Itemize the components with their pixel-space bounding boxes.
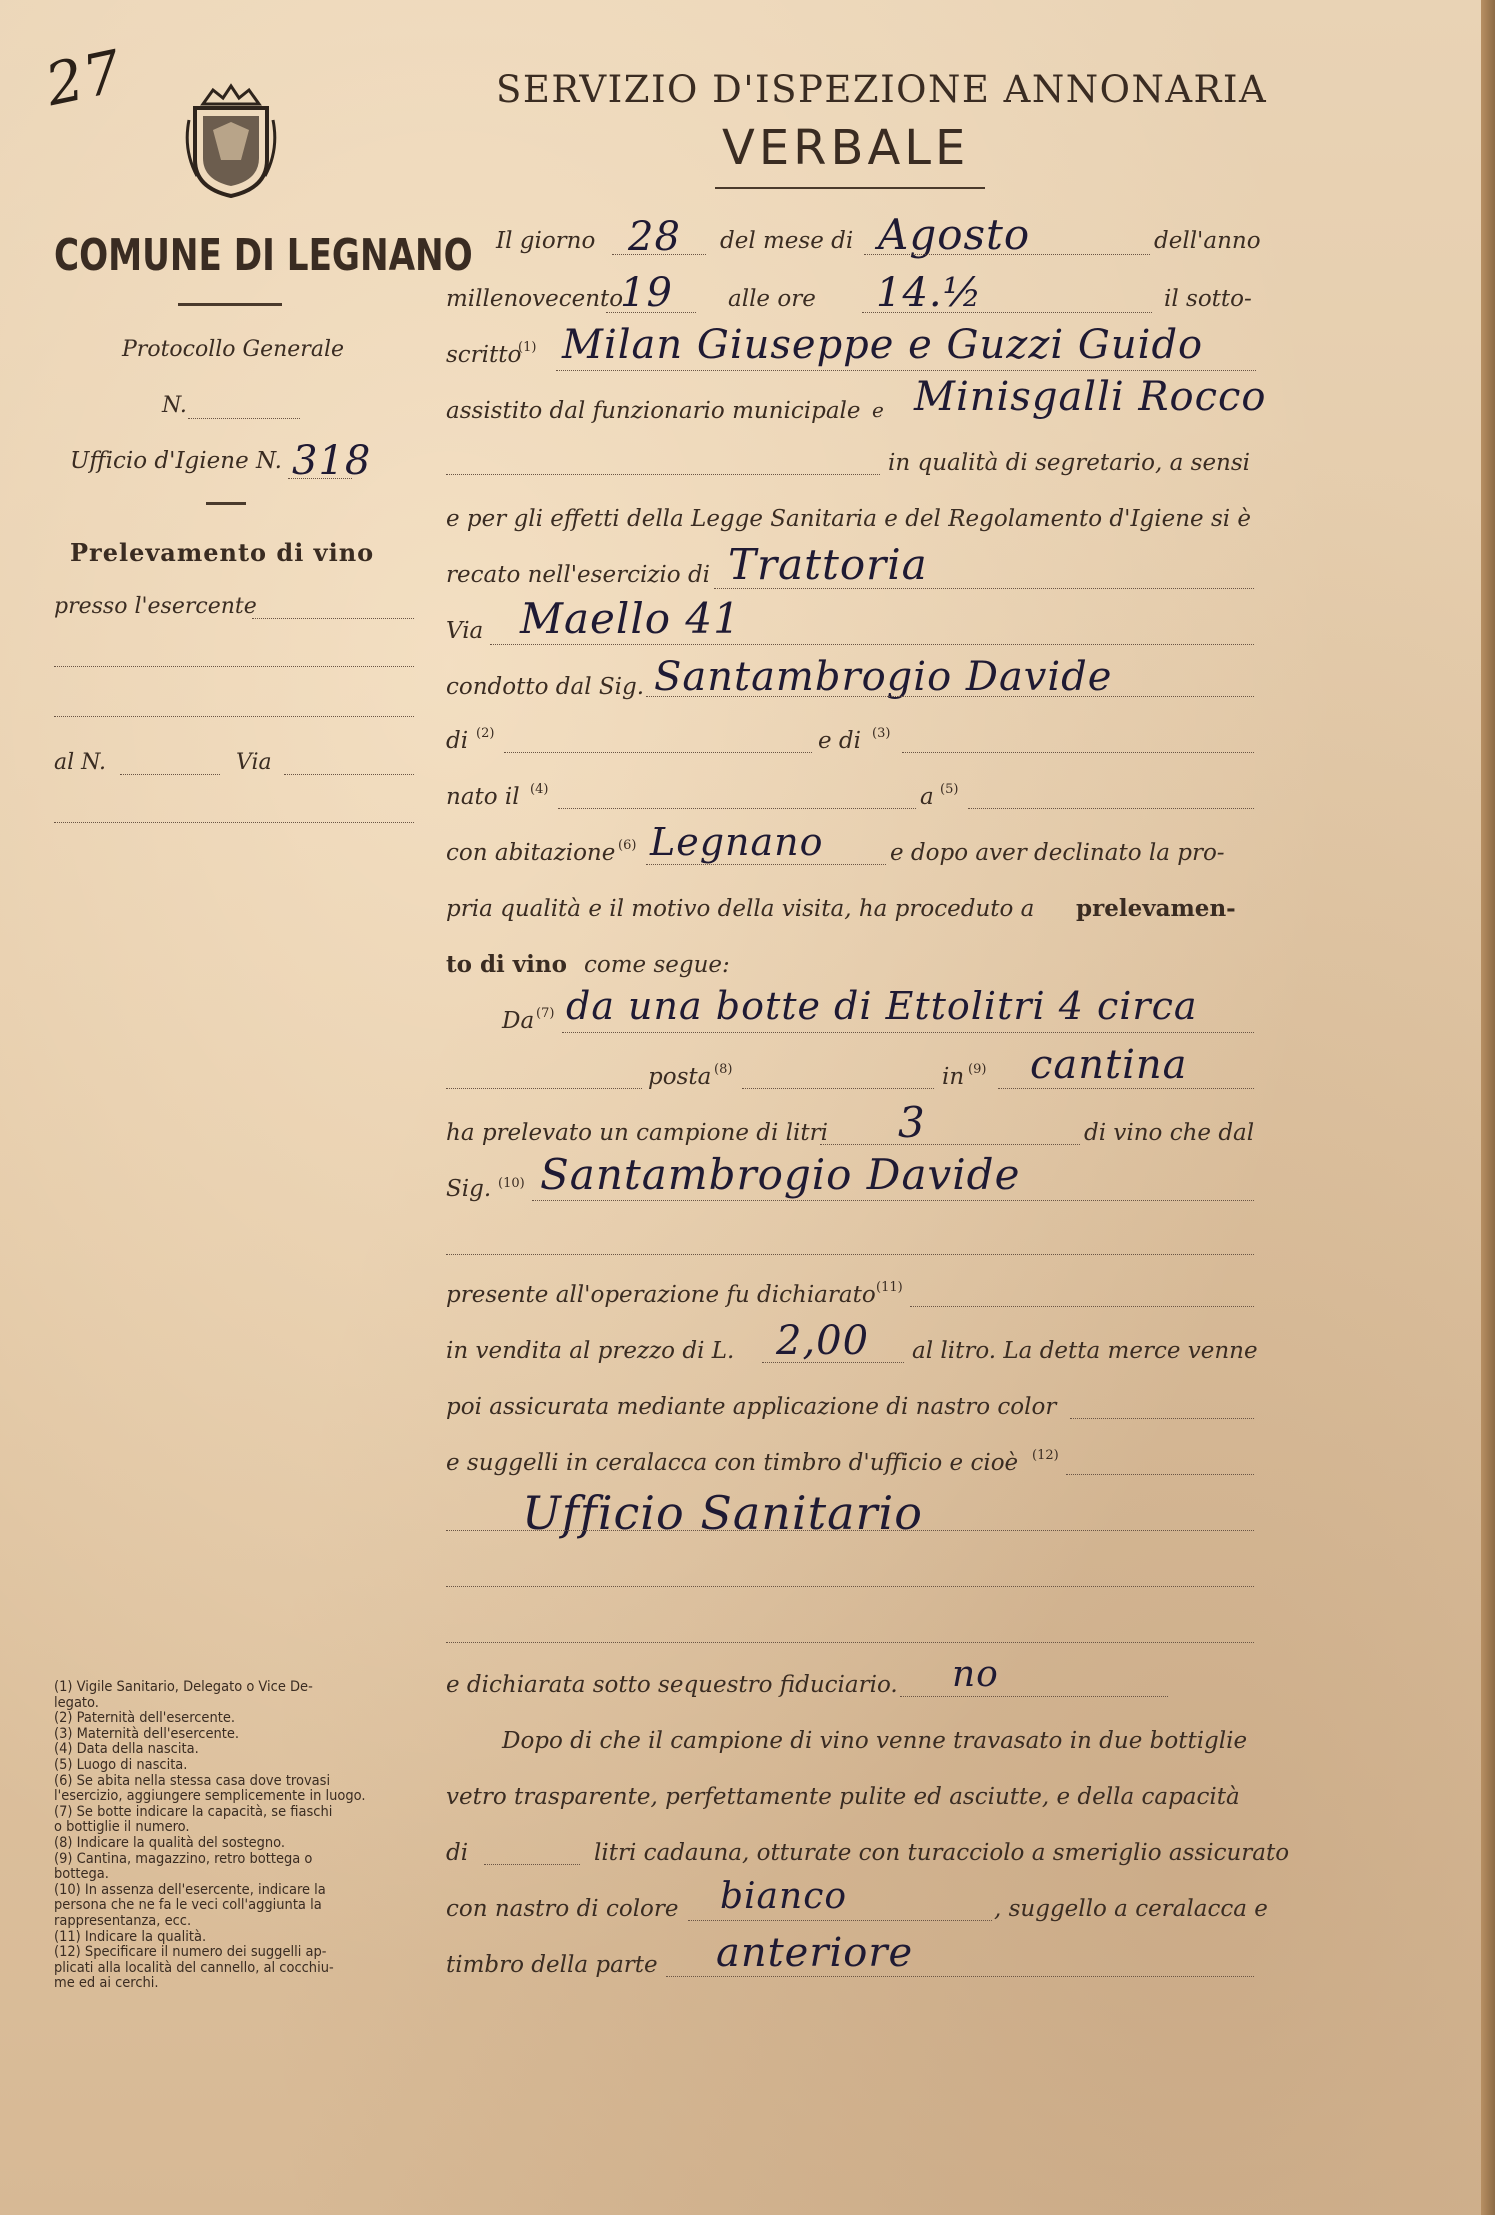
via-address-field[interactable] bbox=[490, 644, 1254, 645]
section-title: Prelevamento di vino bbox=[70, 538, 375, 567]
footnote-line: (6) Se abita nella stessa casa dove trovasi bbox=[54, 1772, 331, 1789]
timbro-parte-value: anteriore bbox=[716, 1930, 914, 1976]
legge-sanitaria-text: e per gli effetti della Legge Sanitaria e del Regolamento d'Igiene si è bbox=[446, 506, 1252, 532]
handwritten-annotation: 27 bbox=[39, 36, 129, 120]
sequestro-label: e dichiarata sotto sequestro fiduciario. bbox=[446, 1672, 898, 1698]
cadauna-text: litri cadauna, otturate con turacciolo a smeriglio assicurato bbox=[594, 1840, 1290, 1866]
footnote-line: me ed ai cerchi. bbox=[54, 1975, 159, 1992]
litri-label: ha prelevato un campione di litri bbox=[446, 1120, 828, 1146]
in-value: cantina bbox=[1030, 1042, 1188, 1088]
segretario-label: in qualità di segretario, a sensi bbox=[888, 450, 1251, 476]
vetro-text: vetro trasparente, perfettamente pulite ed asciutte, e della capacità bbox=[446, 1784, 1240, 1810]
giorno-value: 28 bbox=[628, 214, 681, 260]
luogo-field[interactable] bbox=[968, 808, 1254, 809]
mese-field[interactable] bbox=[864, 254, 1150, 255]
maternita-label: e di bbox=[818, 728, 862, 754]
condotto-field[interactable] bbox=[646, 696, 1254, 697]
timbro-parte-field[interactable] bbox=[666, 1976, 1254, 1977]
litri-field[interactable] bbox=[820, 1144, 1080, 1145]
da-label: Da bbox=[502, 1008, 535, 1034]
nato-field[interactable] bbox=[558, 808, 916, 809]
prelevamento-bold: prelevamen- bbox=[1076, 895, 1236, 922]
footnote-line: legato. bbox=[54, 1694, 99, 1711]
via-address-value: Maello 41 bbox=[520, 594, 741, 643]
da-value: da una botte di Ettolitri 4 circa bbox=[566, 984, 1198, 1028]
funzionario-e: e bbox=[872, 398, 884, 422]
footnote-line: (3) Maternità dell'esercente. bbox=[54, 1725, 240, 1742]
abitazione-label: con abitazione bbox=[446, 840, 616, 866]
mese-value: Agosto bbox=[878, 210, 1031, 259]
sig-field-2[interactable] bbox=[446, 1254, 1254, 1255]
title-rule bbox=[715, 187, 985, 189]
abitazione-footnote-ref: (6) bbox=[618, 838, 637, 853]
al-litro-text: al litro. La detta merce venne bbox=[912, 1338, 1258, 1364]
al-n-label: al N. bbox=[54, 750, 106, 775]
maternita-field[interactable] bbox=[902, 752, 1254, 753]
da-footnote-ref: (7) bbox=[536, 1006, 555, 1021]
esercizio-value: Trattoria bbox=[728, 540, 928, 589]
sig-footnote-ref: (10) bbox=[498, 1176, 525, 1191]
paternita-label: di bbox=[446, 728, 469, 754]
travasato-text: Dopo di che il campione di vino venne travasato in due bottiglie bbox=[502, 1728, 1248, 1754]
scritto-footnote-ref: (1) bbox=[518, 340, 537, 355]
nato-footnote-ref: (4) bbox=[530, 782, 549, 797]
al-n-field[interactable] bbox=[120, 774, 220, 775]
scritto-label: scritto bbox=[446, 342, 522, 368]
vino-dal-label: di vino che dal bbox=[1084, 1120, 1255, 1146]
ufficio-igiene-field[interactable] bbox=[288, 478, 352, 479]
footnote-line: l'esercizio, aggiungere semplicemente in luogo. bbox=[54, 1788, 366, 1805]
footnote-line: (9) Cantina, magazzino, retro bottega o bbox=[54, 1850, 313, 1867]
nastro-colore-label: con nastro di colore bbox=[446, 1896, 679, 1922]
footnote-line: (2) Paternità dell'esercente. bbox=[54, 1710, 236, 1727]
footnote-line: (1) Vigile Sanitario, Delegato o Vice De- bbox=[54, 1679, 313, 1695]
footnote-line: (10) In assenza dell'esercente, indicare la bbox=[54, 1881, 326, 1898]
in-label: in bbox=[942, 1064, 965, 1090]
to-di-vino-bold: to di vino bbox=[446, 951, 567, 978]
suggelli-field[interactable] bbox=[1066, 1474, 1254, 1475]
paternita-footnote-ref: (2) bbox=[476, 726, 495, 741]
segretario-field[interactable] bbox=[446, 474, 880, 475]
esercizio-label: recato nell'esercizio di bbox=[446, 562, 711, 588]
giorno-field[interactable] bbox=[612, 254, 706, 255]
sequestro-value: no bbox=[952, 1654, 999, 1695]
abitazione-value: Legnano bbox=[650, 820, 824, 864]
footnote-line: (7) Se botte indicare la capacità, se fiaschi bbox=[54, 1803, 333, 1820]
footnote-line: (5) Luogo di nascita. bbox=[54, 1756, 188, 1773]
service-heading: SERVIZIO D'ISPEZIONE ANNONARIA bbox=[496, 68, 1268, 111]
presso-field-1[interactable] bbox=[252, 618, 414, 619]
ore-label: alle ore bbox=[728, 286, 816, 312]
document-title: VERBALE bbox=[722, 120, 970, 176]
timbro-ufficio-value: Ufficio Sanitario bbox=[522, 1486, 923, 1540]
short-divider bbox=[206, 502, 246, 505]
ufficio-igiene-label: Ufficio d'Igiene N. bbox=[70, 448, 282, 474]
maternita-footnote-ref: (3) bbox=[872, 726, 891, 741]
luogo-label: a bbox=[920, 784, 934, 810]
esercizio-field[interactable] bbox=[714, 588, 1254, 589]
nastro-colore-value: bianco bbox=[720, 1876, 848, 1917]
posta-footnote-ref: (8) bbox=[714, 1062, 733, 1077]
timbro-ufficio-field-2[interactable] bbox=[446, 1586, 1254, 1587]
paternita-field[interactable] bbox=[504, 752, 812, 753]
motivo-visita-text: pria qualità e il motivo della visita, ha proceduto a bbox=[446, 896, 1035, 922]
sig-label: Sig. bbox=[446, 1176, 492, 1202]
footnote-line: rappresentanza, ecc. bbox=[54, 1912, 192, 1929]
nastro-color-field[interactable] bbox=[1070, 1418, 1254, 1419]
presente-label: presente all'operazione fu dichiarato bbox=[446, 1282, 876, 1308]
abitazione-field[interactable] bbox=[646, 864, 886, 865]
capacita-di-label: di bbox=[446, 1840, 469, 1866]
timbro-ufficio-field[interactable] bbox=[446, 1530, 1254, 1531]
prezzo-value: 2,00 bbox=[776, 1318, 870, 1364]
capacita-field[interactable] bbox=[484, 1864, 580, 1865]
inspector-names-value: Milan Giuseppe e Guzzi Guido bbox=[562, 322, 1204, 368]
timbro-parte-label: timbro della parte bbox=[446, 1952, 658, 1978]
declinato-text: e dopo aver declinato la pro- bbox=[890, 840, 1225, 866]
footnote-line: bottega. bbox=[54, 1866, 109, 1883]
sotto-label: il sotto- bbox=[1164, 286, 1252, 312]
suggelli-label: e suggelli in ceralacca con timbro d'ufficio e cioè bbox=[446, 1450, 1019, 1476]
funzionario-label: assistito dal funzionario municipale bbox=[446, 398, 861, 424]
footnote-line: (4) Data della nascita. bbox=[54, 1741, 199, 1758]
ceralacca-text: , suggello a ceralacca e bbox=[994, 1896, 1268, 1922]
protocollo-n-field[interactable] bbox=[188, 418, 300, 419]
footnote-line: plicati alla località del cannello, al cocchiu- bbox=[54, 1959, 334, 1976]
year-value: 19 bbox=[620, 270, 673, 316]
suggelli-footnote-ref: (12) bbox=[1032, 1448, 1059, 1463]
via-field[interactable] bbox=[284, 774, 414, 775]
prezzo-field[interactable] bbox=[762, 1362, 904, 1363]
footnote-line: o bottiglie il numero. bbox=[54, 1819, 190, 1836]
inspector-names-field[interactable] bbox=[556, 370, 1256, 371]
nato-label: nato il bbox=[446, 784, 520, 810]
protocollo-label: Protocollo Generale bbox=[122, 337, 344, 362]
hour-field[interactable] bbox=[862, 312, 1152, 313]
presente-footnote-ref: (11) bbox=[876, 1280, 903, 1295]
posta-lead-field[interactable] bbox=[446, 1088, 642, 1089]
come-segue-text: come segue: bbox=[584, 952, 730, 978]
coat-of-arms-emblem bbox=[183, 80, 279, 200]
posta-label: posta bbox=[648, 1064, 712, 1090]
in-field[interactable] bbox=[998, 1088, 1254, 1089]
ufficio-igiene-number: 318 bbox=[292, 438, 372, 484]
condotto-label: condotto dal Sig. bbox=[446, 674, 645, 700]
sig-field[interactable] bbox=[532, 1200, 1254, 1201]
presso-field-3[interactable] bbox=[54, 716, 414, 717]
footnote-line: (11) Indicare la qualità. bbox=[54, 1928, 207, 1945]
footnote-line: persona che ne fa le veci coll'aggiunta la bbox=[54, 1897, 322, 1914]
nastro-color-label: poi assicurata mediante applicazione di nastro color bbox=[446, 1394, 1057, 1420]
presso-label: presso l'esercente bbox=[54, 594, 257, 619]
page-edge bbox=[1481, 0, 1495, 2215]
presso-field-2[interactable] bbox=[54, 666, 414, 667]
millenovecento-label: millenovecento bbox=[446, 286, 624, 312]
ornament-divider bbox=[178, 303, 282, 306]
footnotes-block bbox=[54, 1680, 444, 1992]
presente-field[interactable] bbox=[910, 1306, 1254, 1307]
in-footnote-ref: (9) bbox=[968, 1062, 987, 1077]
giorno-label: Il giorno bbox=[496, 228, 596, 254]
luogo-footnote-ref: (5) bbox=[940, 782, 959, 797]
mese-label: del mese di bbox=[720, 228, 854, 254]
comune-name: COMUNE DI LEGNANO bbox=[54, 229, 473, 281]
da-field[interactable] bbox=[562, 1032, 1254, 1033]
litri-value: 3 bbox=[898, 1098, 926, 1147]
anno-label: dell'anno bbox=[1154, 228, 1261, 254]
condotto-value: Santambrogio Davide bbox=[654, 654, 1113, 700]
via-address-label: Via bbox=[446, 618, 484, 644]
footnote-line: (8) Indicare la qualità del sostegno. bbox=[54, 1834, 286, 1851]
nastro-colore-field[interactable] bbox=[688, 1920, 992, 1921]
posta-field[interactable] bbox=[742, 1088, 934, 1089]
sig-value: Santambrogio Davide bbox=[540, 1150, 1021, 1199]
secretary-name-value: Minisgalli Rocco bbox=[914, 374, 1267, 420]
timbro-ufficio-field-3[interactable] bbox=[446, 1642, 1254, 1643]
year-field[interactable] bbox=[606, 312, 696, 313]
hour-value: 14.½ bbox=[876, 270, 983, 316]
via-label: Via bbox=[236, 750, 272, 775]
prezzo-label: in vendita al prezzo di L. bbox=[446, 1338, 735, 1364]
footnote-line: (12) Specificare il numero dei suggelli ap- bbox=[54, 1944, 327, 1961]
via-field-2[interactable] bbox=[54, 822, 414, 823]
protocollo-n-label: N. bbox=[162, 393, 187, 418]
sequestro-field[interactable] bbox=[900, 1696, 1168, 1697]
